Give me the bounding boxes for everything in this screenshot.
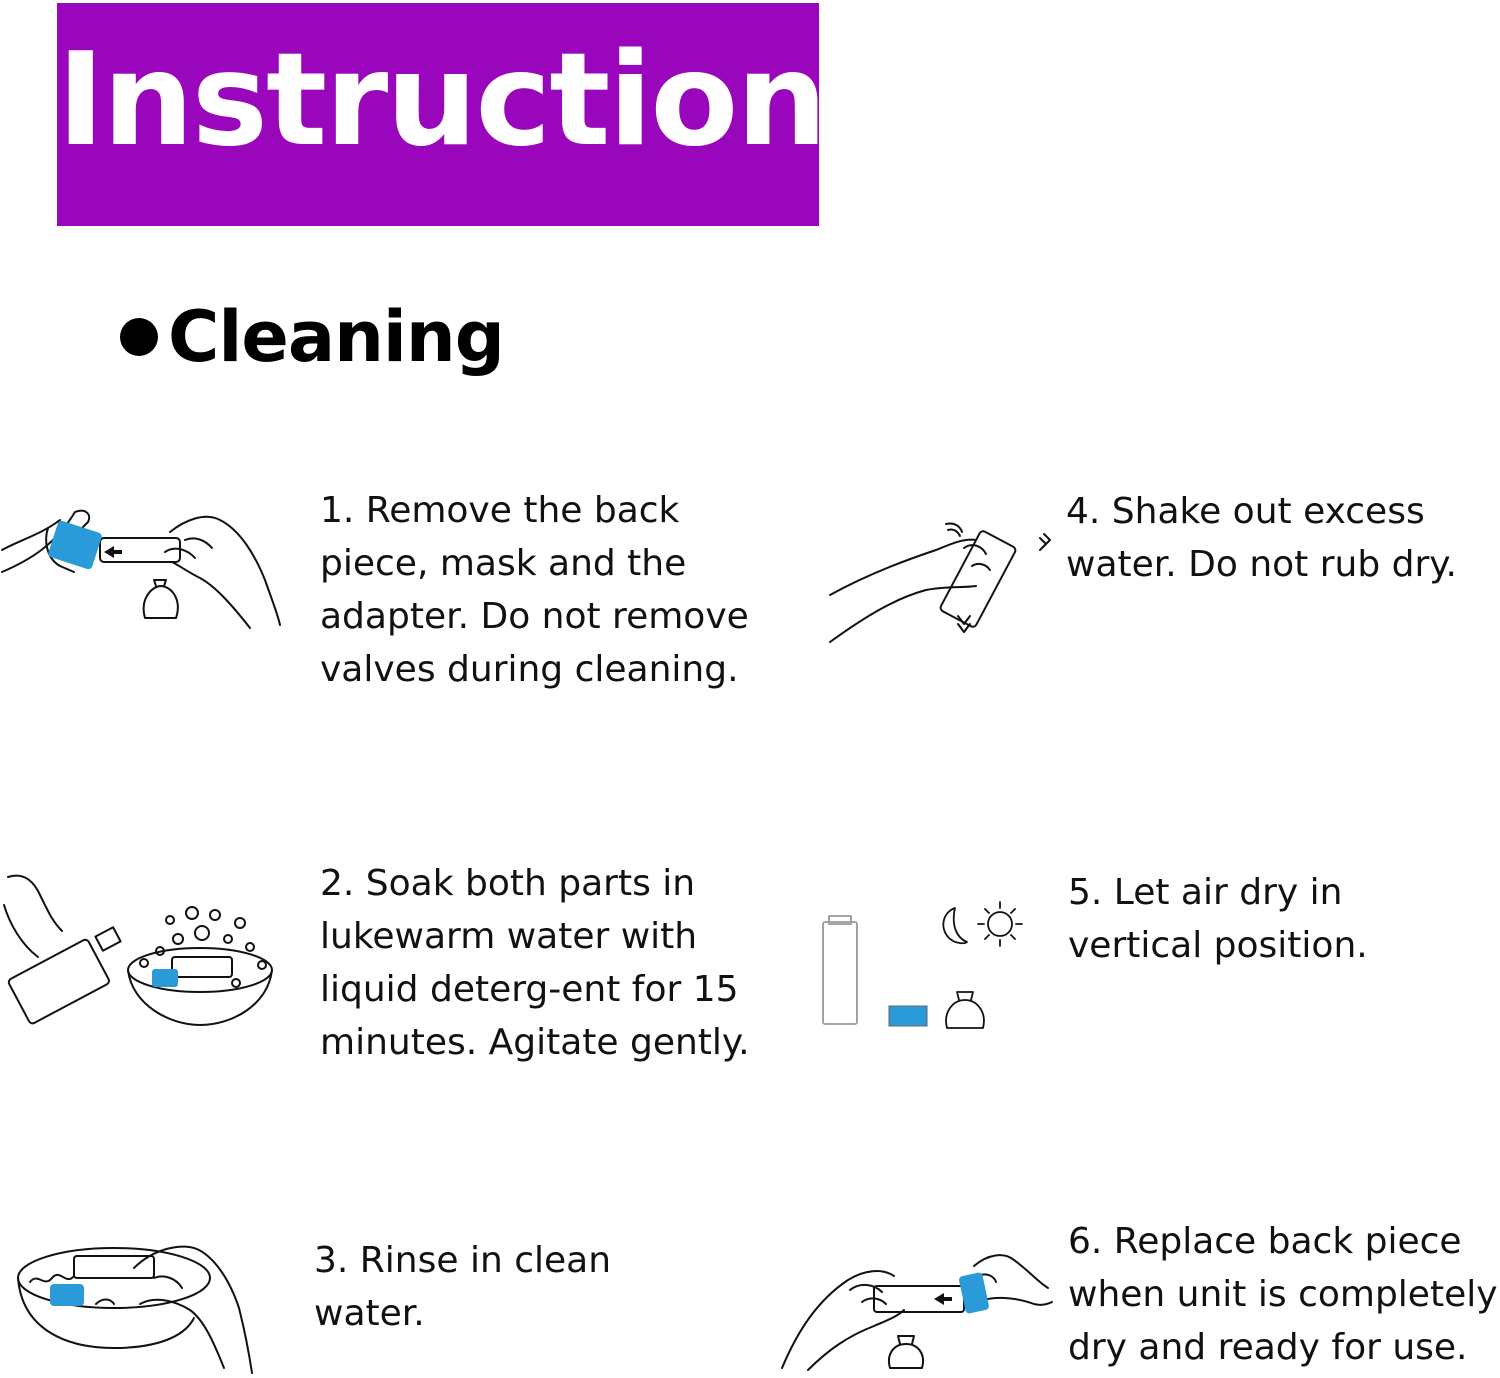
step-3-text: 3. Rinse in clean water. [314, 1240, 612, 1334]
step-2-text: 2. Soak both parts in lukewarm water with liquid deterg-ent for 15 minutes. Agitate gently. [320, 863, 750, 1063]
replace-back-piece-icon [778, 1250, 1058, 1375]
step-6-text: 6. Replace back piece when unit is completely dry and ready for use. [1068, 1221, 1498, 1368]
hands-remove-back-piece-icon [0, 500, 300, 640]
section-title: Cleaning [168, 296, 504, 378]
step-4-text: 4. Shake out excess water. Do not rub dry. [1066, 491, 1457, 585]
section-heading [120, 292, 504, 382]
rinse-in-bowl-icon [14, 1238, 274, 1378]
step-1-text: 1. Remove the back piece, mask and the adapter. Do not remove valves during cleaning. [320, 490, 749, 690]
air-dry-parts-icon [815, 890, 1035, 1035]
step-5-text: 5. Let air dry in vertical position. [1068, 872, 1368, 966]
banner-title: Instruction [57, 26, 826, 175]
shake-water-icon [826, 520, 1056, 650]
instruction-banner [57, 3, 826, 226]
bullet-icon [120, 318, 158, 356]
soak-in-bowl-icon [0, 865, 290, 1035]
